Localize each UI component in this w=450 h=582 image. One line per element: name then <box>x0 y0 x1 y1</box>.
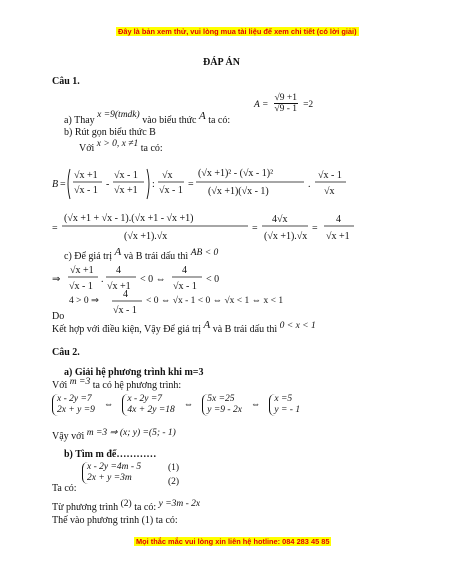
svg-text:√x: √x <box>324 186 335 197</box>
svg-text:4√x: 4√x <box>272 214 288 225</box>
svg-text:(√x +1 + √x - 1).(√x +1 - √x +: (√x +1 + √x - 1).(√x +1 - √x +1) <box>64 213 194 224</box>
svg-text:=: = <box>252 223 258 234</box>
conclusion-line <box>52 319 316 336</box>
part-b-condition: x > 0, x ≠1 <box>96 139 139 149</box>
svg-text:√x - 1: √x - 1 <box>173 281 197 292</box>
from-text: Từ phương trình <box>52 502 119 513</box>
svg-text:=: = <box>312 223 318 234</box>
part-b-condition-line <box>79 139 163 155</box>
preview-banner: Đây là bản xem thử, vui lòng mua tài liệu để xem chi tiết (có lời giải) <box>118 27 357 36</box>
svg-text:√x +1: √x +1 <box>114 185 138 196</box>
system-3: 5x =25 y =9 - 2x <box>202 394 242 416</box>
svg-text:√x - 1: √x - 1 <box>113 305 137 316</box>
part-a-rhs: =2 <box>303 100 314 111</box>
system-4: x =5 y = - 1 <box>269 394 300 416</box>
equation-label-1: (1) <box>168 463 180 473</box>
svg-text:(√x +1).√x: (√x +1).√x <box>124 231 168 242</box>
conclusion-math: 0 < x < 1 <box>279 321 316 331</box>
part-c-line-3-pre: 4 > 0 ⇒ <box>69 296 99 306</box>
result-text: Vậy với <box>52 431 85 442</box>
svg-text:< 0: < 0 <box>206 274 220 285</box>
svg-text:√x +1: √x +1 <box>70 265 94 276</box>
svg-text:√x - 1: √x - 1 <box>74 185 98 196</box>
part-2a-with-math: m =3 <box>69 377 91 387</box>
part-a-text2: vào biểu thức <box>142 115 197 126</box>
svg-text:4: 4 <box>123 289 128 300</box>
question-1-heading: Câu 1. <box>52 76 80 87</box>
svg-text:.: . <box>308 179 311 190</box>
svg-text:√x +1: √x +1 <box>74 170 98 181</box>
question-2-heading: Câu 2. <box>52 347 80 358</box>
part-c-line-3-post: < 0 ⇔ √x - 1 < 0 ⇔ √x < 1 ⇔ x < 1 <box>146 296 284 306</box>
svg-text:√x +1: √x +1 <box>107 281 131 292</box>
part-a-line <box>64 110 231 127</box>
part-c-text: c) Để giá trị <box>64 251 113 262</box>
svg-text:√x +1: √x +1 <box>326 231 350 242</box>
part-a-math-A: A <box>198 110 206 122</box>
svg-text:√x - 1: √x - 1 <box>114 170 138 181</box>
svg-text:(√x +1)² - (√x - 1)²: (√x +1)² - (√x - 1)² <box>198 168 274 179</box>
system-b <box>82 462 167 484</box>
svg-text:√x - 1: √x - 1 <box>69 281 93 292</box>
svg-text:4: 4 <box>182 265 187 276</box>
part-2a-with: Với <box>52 380 68 391</box>
part-a-denominator: √9 - 1 <box>274 104 298 114</box>
part-a-numerator: √9 +1 <box>274 93 297 103</box>
svg-text:√x - 1: √x - 1 <box>318 170 342 181</box>
svg-text:(√x +1)(√x - 1): (√x +1)(√x - 1) <box>208 186 269 197</box>
svg-text:4: 4 <box>336 214 341 225</box>
substitution-text: Thế vào phương trình (1) ta có: <box>52 515 178 526</box>
svg-text:=: = <box>52 223 58 234</box>
equation-B-line-1 <box>52 163 412 210</box>
conclusion-text: Kết hợp với điều kiện, Vậy Để giá trị <box>52 324 201 335</box>
system-chain: x - 2y =7 2x + y =9 ⇔ x - 2y =7 4x + 2y =18 ⇔ 5x =25 y =9 - 2x ⇔ x =5 y = - 1 <box>52 394 300 416</box>
system-b-equations: x - 2y =4m - 5 2x + y =3m <box>82 462 167 484</box>
part-b-with2: ta có: <box>140 143 163 154</box>
svg-text:4: 4 <box>116 265 121 276</box>
svg-text:(√x +1).√x: (√x +1).√x <box>264 231 308 242</box>
svg-text:.: . <box>101 274 104 285</box>
part-c-text2: và B trái dấu thì <box>123 251 189 262</box>
result-math: m =3 ⇒ (x; y) =(5; - 1) <box>86 428 176 438</box>
part-a-math-x: x =9(tmdk) <box>97 110 140 120</box>
equation-B-line-2 <box>52 207 412 254</box>
svg-text:=: = <box>188 179 194 190</box>
system-2: x - 2y =7 4x + 2y =18 <box>122 394 174 416</box>
part-a-lhs: A = <box>254 100 269 111</box>
from-math: (2) <box>120 499 132 509</box>
svg-text:√x - 1: √x - 1 <box>159 185 183 196</box>
from-result: y =3m - 2x <box>158 499 201 509</box>
part-2a-with-text: ta có hệ phương trình: <box>92 380 182 391</box>
ta-co-text: Ta có: <box>52 483 77 494</box>
do-text: Do <box>52 311 65 322</box>
svg-text:B: B <box>52 179 59 190</box>
conclusion-math-A: A <box>203 319 211 331</box>
part-c-math-AB: AB < 0 <box>190 248 219 258</box>
part-2a-with-line <box>52 377 182 392</box>
part-2b-heading: b) Tìm m để………… <box>64 449 157 460</box>
system-1: x - 2y =7 2x + y =9 <box>52 394 95 416</box>
part-a-result <box>254 93 313 114</box>
part-a-text3: ta có: <box>208 115 231 126</box>
svg-text:⇒: ⇒ <box>52 274 61 285</box>
svg-text:-: - <box>106 179 110 190</box>
part-b-text: b) Rút gọn biểu thức B <box>64 127 156 138</box>
part-c-fraction <box>110 287 150 322</box>
conclusion-text2: và B trái dấu thì <box>212 324 278 335</box>
svg-text:< 0 ⇔: < 0 ⇔ <box>140 274 166 285</box>
page-title: ĐÁP ÁN <box>203 57 240 68</box>
svg-text:√x: √x <box>162 170 173 181</box>
result-line <box>52 428 176 443</box>
part-b-with: Với <box>79 143 95 154</box>
part-c-math-A: A <box>114 246 122 258</box>
hotline-banner: Mọi thắc mắc vui lòng xin liên hệ hotline: 084 283 45 85 <box>136 537 330 546</box>
part-a-text: a) Thay <box>64 115 95 126</box>
from-line <box>52 499 201 514</box>
svg-text::: : <box>152 179 155 190</box>
svg-text:=: = <box>60 179 66 190</box>
equation-label-2: (2) <box>168 477 180 487</box>
part-2a-heading: a) Giải hệ phương trình khi m=3 <box>64 367 204 378</box>
from-text2: ta có: <box>134 502 157 513</box>
